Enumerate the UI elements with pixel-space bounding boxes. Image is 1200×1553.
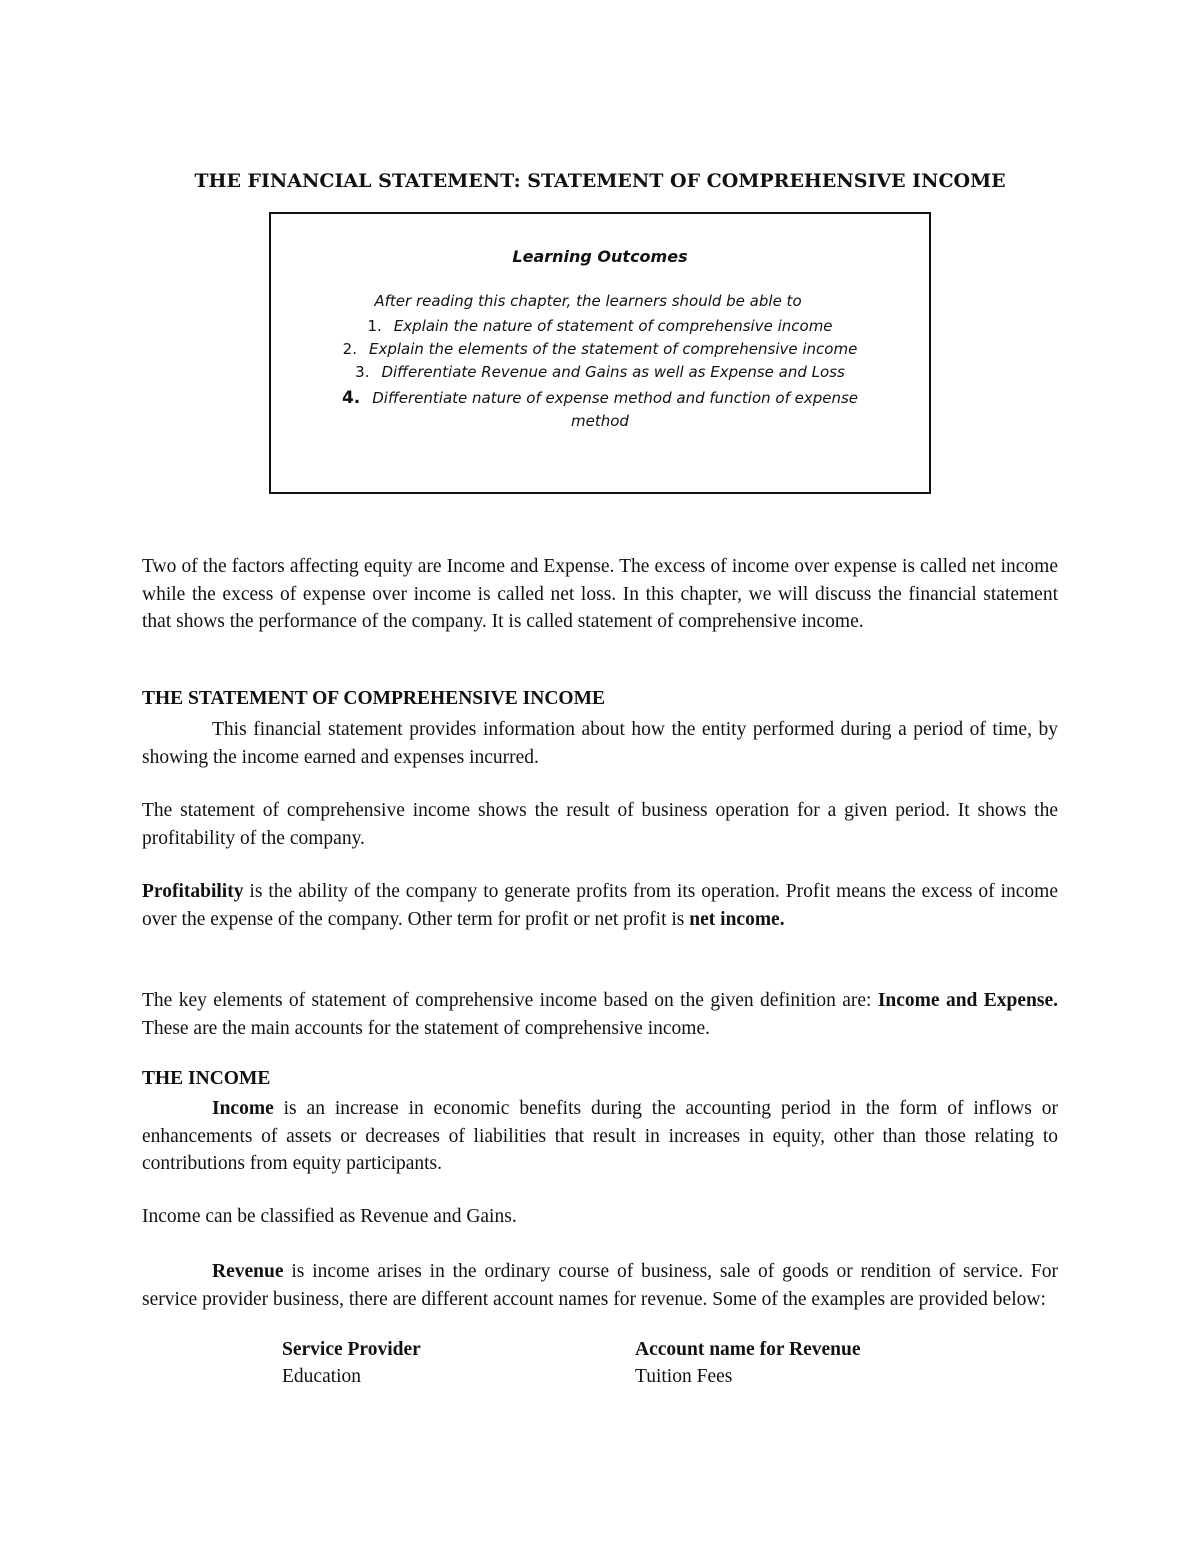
intro-paragraph: Two of the factors affecting equity are Income and Expense. The excess of income over expense is called net income while the excess of expense over income is called net loss. In this chapter, we will discuss the financial statement that shows the performance of the company. It is called statement of comprehensive income. [142,556,1058,632]
soci-paragraph-4: The key elements of statement of comprehensive income based on the given definition are: Income and Expense. These are the main accounts for the statement of comprehensive income. [142,990,1058,1039]
table-cell-account-name: Tuition Fees [635,1366,733,1387]
term-net-income: net income. [689,908,785,930]
column-header-service-provider: Service Provider [282,1339,421,1360]
learning-outcome-item-continuation: method [571,412,629,430]
income-paragraph-2: Income can be classified as Revenue and Gains. [142,1206,517,1227]
income-paragraph-3: Revenue is income arises in the ordinary course of business, sale of goods or rendition of service. For service provider business, there are different account names for revenue. Some of the examples are provided below: [142,1261,1058,1310]
section-heading-soci: THE STATEMENT OF COMPREHENSIVE INCOME [142,688,606,709]
table-cell-service-provider: Education [282,1366,362,1387]
soci-paragraph-3: Profitability is the ability of the company to generate profits from its operation. Profit means the excess of income over the expense of the company. Other term for profit or net profit is net income. [142,881,1058,930]
learning-outcome-item: 1. Explain the nature of statement of comprehensive income [367,317,833,335]
section-heading-income: THE INCOME [142,1068,271,1089]
column-header-account-name: Account name for Revenue [635,1339,861,1360]
soci-paragraph-1: This financial statement provides information about how the entity performed during a period of time, by showing the income earned and expenses incurred. [142,719,1058,768]
term-revenue: Revenue [212,1261,284,1282]
learning-outcomes-box [269,212,931,494]
learning-outcome-item: 4. Differentiate nature of expense method and function of expense [341,388,859,408]
term-profitability: Profitability [142,881,244,902]
document-title: THE FINANCIAL STATEMENT: STATEMENT OF COMPREHENSIVE INCOME [194,170,1006,192]
term-income: Income [212,1098,274,1119]
learning-outcome-item: 2. Explain the elements of the statement of comprehensive income [342,340,858,358]
income-paragraph-1: Income is an increase in economic benefits during the accounting period in the form of inflows or enhancements of assets or decreases of liabilities that result in increases in equity, other than those relating to contributions from equity participants. [142,1098,1058,1174]
learning-outcomes-intro: After reading this chapter, the learners should be able to [374,292,802,310]
learning-outcome-item: 3. Differentiate Revenue and Gains as well as Expense and Loss [355,363,845,381]
soci-paragraph-2: The statement of comprehensive income shows the result of business operation for a given period. It shows the profitability of the company. [142,800,1058,849]
term-income-and-expense: Income and Expense. [877,990,1058,1011]
learning-outcomes-heading: Learning Outcomes [512,247,688,266]
